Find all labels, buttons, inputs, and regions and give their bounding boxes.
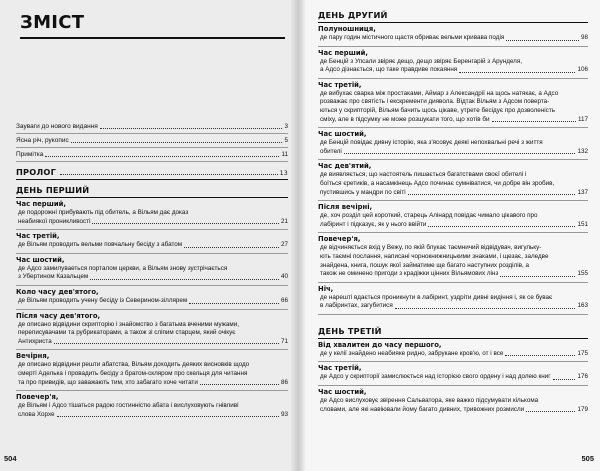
toc-entry: Вечірня, де описано відвідини решти абатства, Вільям доходить деяких висновків щодо смерті Аделька і провадить бесіду з братом-скляром про скельця для читання та про привидів, що заважають тим, хто забагато хоче читати 86 bbox=[16, 350, 288, 391]
page-number-right: 505 bbox=[581, 454, 594, 463]
day-two-entries bbox=[318, 23, 588, 315]
toc-entry: Час третій, де вибухає сварка між простаками, Аймар з Александрії на щось натякає, а Адсо розважає про святість і екскременти диявола. Відтак Вільям з Адсом поверта- ються у скрипторій, Вільям бачить щось цікаве, утрете бесідує про дозволеність сміху, але в підсумку не може розшукати того, що хотів би 117 bbox=[318, 79, 588, 128]
day-three-heading: ДЕНЬ ТРЕТІЙ bbox=[318, 321, 588, 339]
day-one-heading: ДЕНЬ ПЕРШИЙ bbox=[16, 180, 288, 198]
front-matter-item: Ясна річ, рукопис 5 bbox=[16, 134, 288, 148]
left-page bbox=[0, 0, 298, 471]
toc-entry: Після вечірні, де, хоч розділ цей короткий, старець Алінард повідає чимало цікавого про лабіринт і підказує, як у нього ввійти 151 bbox=[318, 201, 588, 233]
toc-entry: Час шостий, де Адсо вислуховує звірення Сальватора, яке важко підсумувати кількома словами, але які навіювали йому багато дивних, тривожних розмисли 179 bbox=[318, 388, 588, 413]
toc-entry: Час третій, де Адсо у скрипторії замислюється над історією свого ордену і над долею книг 176 bbox=[318, 362, 588, 386]
front-matter-item: Зауваги до нового видання 3 bbox=[16, 120, 288, 134]
toc-entry: Час третій, де Вільям проводить вельми повчальну бесіду з абатом 27 bbox=[16, 230, 288, 254]
toc-title: ЗМІСТ bbox=[20, 12, 285, 39]
toc-entry: Від хвалитен до часу першого, де у келії знайдено неабияке ридно, забрукане кров'ю, от і все 175 bbox=[318, 339, 588, 363]
toc-entry: Після часу дев'ятого, де описано відвідини скрипторію і знайомство з багатьма вченими мужами, переписувачами та рубрикаторами, а також зі сліпим старцем, який очікує Антихриста 71 bbox=[16, 310, 288, 351]
toc-entry: Повечер'я, де відчиняється вхід у Вежу, по якій блукає таємничий відвідувач, вигульку- ють таємні послання, написані чорнокнижницькими знаками, і щезає, заледве знайдена, книга, пошук якої займатиме ще багато наступних розділів, а також не оминено пригоди з крадіжки цінних Вільямових лінз 155 bbox=[318, 233, 588, 282]
front-matter-item: Примітка 11 bbox=[16, 148, 288, 162]
toc-entry: Час шостий, де Адсо замилуваеться порталом церкви, а Вільям знову зустрічається з Убертином Казальцем 40 bbox=[16, 254, 288, 286]
right-page bbox=[298, 0, 600, 471]
toc-entry: Повечер'я, де Вільям і Адсо тішаться радою гостинністю абата і вислуховують гнівливі слова Хорхе 93 bbox=[16, 393, 288, 418]
toc-entry: Час шостий, де Бенцій повідає дивну історію, яка з'ясовує деякі непохвальні речі з життя обителі 132 bbox=[318, 128, 588, 160]
prolog-heading: ПРОЛОГ 13 bbox=[16, 162, 288, 180]
toc-entry: Час перший, де Бенцій з Упсали звіряє дещо, дещо звіряє Беренгарій з Арунделя, а Адсо дізнається, що таке правдиве покаяння 106 bbox=[318, 47, 588, 79]
front-matter bbox=[16, 120, 288, 162]
toc-entry: Ніч, де нарешті вдається проникнути в лабіринт, уздріти дивні видіння і, як се буває в лабіринтах, загубитися 163 bbox=[318, 283, 588, 315]
toc-entry: Час перший, де подорожні прибувають під обитель, а Вільям дає доказ неабиякої проникливості 21 bbox=[16, 198, 288, 230]
day-two-heading: ДЕНЬ ДРУГИЙ bbox=[318, 8, 588, 23]
toc-entry: Час дев'ятий, де виявляється, що настоятель пишається багатствами своєї обителі і боїться єретиків, а насамкінець Адсо починає сумніватися, чи добре він зробив, пустившись у мандри по світі 137 bbox=[318, 160, 588, 201]
page-number-left: 504 bbox=[4, 454, 17, 463]
day-three-entries bbox=[318, 339, 588, 414]
day-one-entries bbox=[16, 198, 288, 419]
book-gutter bbox=[290, 0, 306, 471]
toc-entry: Полуношниця, де пару годин містичного щастя обриває вельми кривава подія 98 bbox=[318, 23, 588, 47]
toc-entry: Коло часу дев'ятого, де Вільям проводить ученy бесіду із Северином-зіллярем 66 bbox=[16, 286, 288, 310]
